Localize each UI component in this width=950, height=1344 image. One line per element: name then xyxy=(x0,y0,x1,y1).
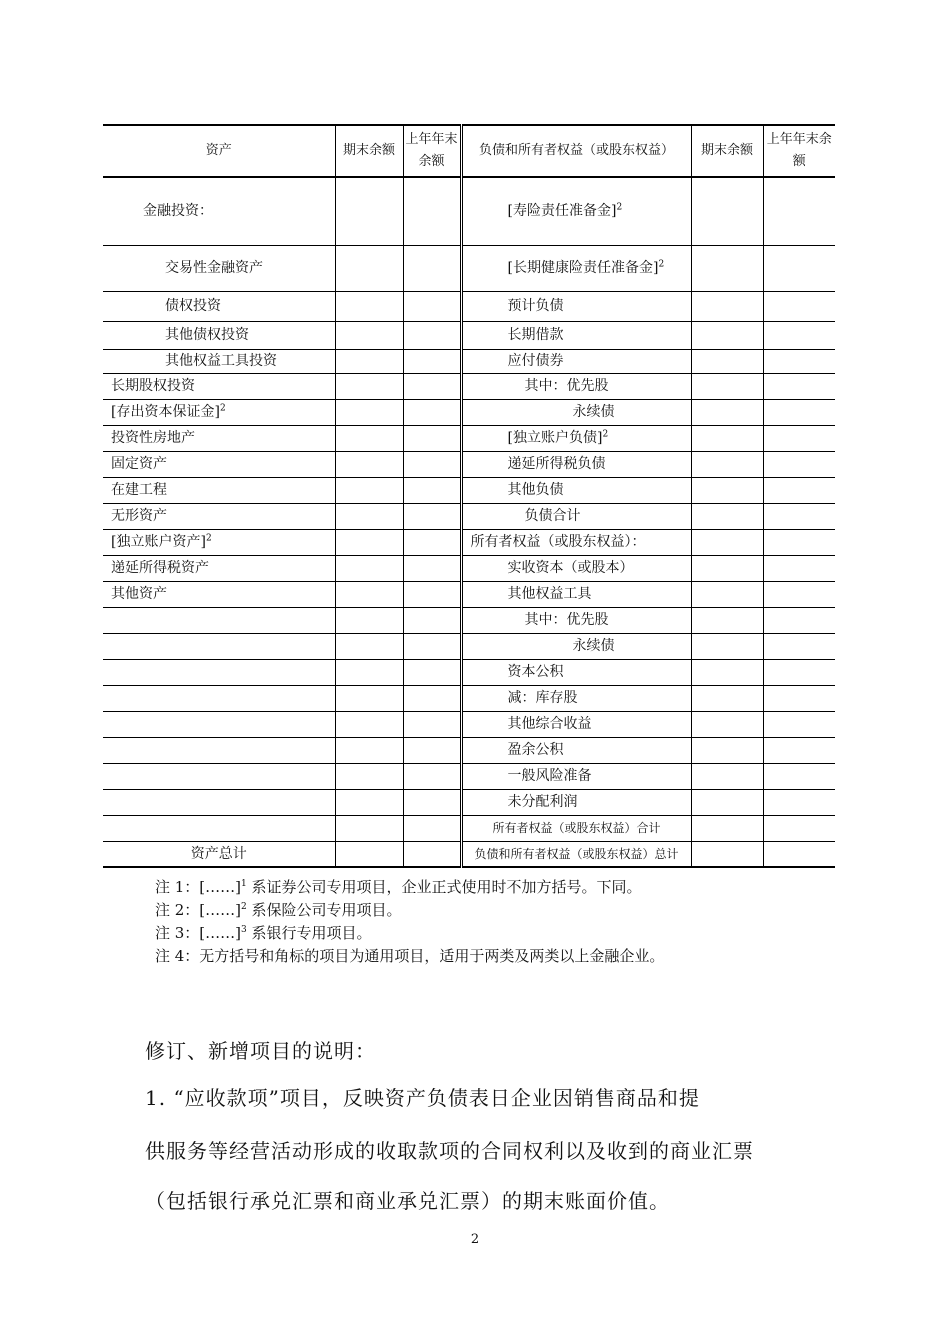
liability-end-balance-cell xyxy=(691,763,763,789)
note-label: 注 3：[……] xyxy=(155,924,242,942)
note-text: 系保险公司专用项目。 xyxy=(246,901,402,919)
asset-item xyxy=(103,815,335,841)
asset-end-balance-cell xyxy=(335,373,403,399)
asset-item-text: 金融投资： xyxy=(143,203,213,220)
liability-item-text: [长期健康险责任准备金] xyxy=(507,260,659,276)
asset-prev-balance-cell xyxy=(403,245,461,291)
liability-prev-balance-cell xyxy=(763,177,835,245)
liability-end-balance-cell xyxy=(691,245,763,291)
asset-item xyxy=(103,503,335,529)
liability-item xyxy=(461,841,691,867)
table-row xyxy=(103,763,835,789)
asset-end-balance-cell xyxy=(335,815,403,841)
asset-prev-balance-cell xyxy=(403,633,461,659)
liability-item-text: 所有者权益（或股东权益）合计 xyxy=(492,821,661,835)
asset-prev-balance-cell xyxy=(403,555,461,581)
asset-item-text: [独立账户资产] xyxy=(111,534,206,550)
liability-item-text: 减：库存股 xyxy=(507,690,578,706)
table-row xyxy=(103,425,835,451)
asset-item xyxy=(103,321,335,349)
asset-end-balance-cell xyxy=(335,425,403,451)
liability-end-balance-cell xyxy=(691,607,763,633)
liability-item xyxy=(461,555,691,581)
asset-end-balance-cell xyxy=(335,245,403,291)
note-line xyxy=(155,899,664,922)
liability-item xyxy=(461,503,691,529)
liability-item-text: 应付债券 xyxy=(507,353,564,369)
asset-prev-balance-cell xyxy=(403,815,461,841)
liability-prev-balance-cell xyxy=(763,245,835,291)
liability-item-text: 其中：优先股 xyxy=(524,378,609,394)
liability-item xyxy=(461,711,691,737)
liability-item xyxy=(461,177,691,245)
liability-end-balance-cell xyxy=(691,659,763,685)
asset-prev-balance-cell xyxy=(403,373,461,399)
section-title: 修订、新增项目的说明： xyxy=(145,1039,376,1063)
table-row xyxy=(103,373,835,399)
asset-item-text: [存出资本保证金] xyxy=(111,404,220,420)
asset-end-balance-cell xyxy=(335,711,403,737)
asset-prev-balance-cell xyxy=(403,789,461,815)
asset-item xyxy=(103,607,335,633)
liability-item xyxy=(461,815,691,841)
asset-prev-balance-cell xyxy=(403,503,461,529)
liability-item-text: 一般风险准备 xyxy=(507,768,592,784)
liability-prev-balance-cell xyxy=(763,789,835,815)
asset-end-balance-cell xyxy=(335,451,403,477)
asset-end-balance-cell xyxy=(335,659,403,685)
asset-prev-balance-cell xyxy=(403,291,461,321)
liability-end-balance-cell xyxy=(691,737,763,763)
footnote-marker: 2 xyxy=(602,429,609,440)
liability-item xyxy=(461,349,691,373)
liability-prev-balance-cell xyxy=(763,399,835,425)
asset-item xyxy=(103,633,335,659)
table-row xyxy=(103,685,835,711)
asset-prev-balance-cell xyxy=(403,425,461,451)
asset-item-text: 其他资产 xyxy=(111,586,167,602)
liability-prev-balance-cell xyxy=(763,477,835,503)
liability-item xyxy=(461,607,691,633)
liability-prev-balance-cell xyxy=(763,349,835,373)
liability-prev-balance-cell xyxy=(763,373,835,399)
liability-item-text: 递延所得税负债 xyxy=(507,456,606,472)
liability-item-text: 长期借款 xyxy=(507,327,564,343)
asset-end-balance-cell xyxy=(335,685,403,711)
liability-item-text: 预计负债 xyxy=(507,298,564,314)
liability-prev-balance-cell xyxy=(763,529,835,555)
table-row xyxy=(103,451,835,477)
asset-item-text: 交易性金融资产 xyxy=(165,260,263,276)
note-text: 系银行专用项目。 xyxy=(246,924,372,942)
note-label: 注 4：无方括号和角标的项目为通用项目，适用于两类及两类以上金融企业。 xyxy=(155,947,665,965)
liability-item xyxy=(461,245,691,291)
asset-prev-balance-cell xyxy=(403,841,461,867)
table-row xyxy=(103,841,835,867)
asset-item xyxy=(103,841,335,867)
liability-item-text: 负债合计 xyxy=(524,508,581,524)
table-header-row xyxy=(103,125,835,177)
table-row xyxy=(103,607,835,633)
liability-prev-balance-cell xyxy=(763,659,835,685)
asset-end-balance-cell xyxy=(335,529,403,555)
asset-item-text: 长期股权投资 xyxy=(111,378,195,394)
table-row xyxy=(103,529,835,555)
liability-prev-balance-cell xyxy=(763,841,835,867)
liability-prev-balance-cell xyxy=(763,425,835,451)
liability-item-text: 永续债 xyxy=(572,638,615,654)
table-row xyxy=(103,245,835,291)
asset-item-text: 其他权益工具投资 xyxy=(165,353,277,369)
asset-prev-balance-cell xyxy=(403,711,461,737)
asset-item xyxy=(103,425,335,451)
note-marker: 3 xyxy=(241,925,247,935)
asset-item xyxy=(103,373,335,399)
asset-item-text: 债权投资 xyxy=(165,298,221,314)
table-row xyxy=(103,555,835,581)
liability-end-balance-cell xyxy=(691,291,763,321)
table-row xyxy=(103,789,835,815)
liability-end-balance-cell xyxy=(691,711,763,737)
liability-end-balance-cell xyxy=(691,451,763,477)
liability-prev-balance-cell xyxy=(763,451,835,477)
paragraph-line-1: 1. “应收款项”项目，反映资产负债表日企业因销售商品和提 xyxy=(145,1086,700,1110)
asset-prev-balance-cell xyxy=(403,477,461,503)
paragraph-line-3: （包括银行承兑汇票和商业承兑汇票）的期末账面价值。 xyxy=(145,1189,670,1213)
liability-end-balance-cell xyxy=(691,581,763,607)
asset-end-balance-cell xyxy=(335,789,403,815)
note-label: 注 1：[……] xyxy=(155,878,242,896)
liability-item-text: 负债和所有者权益（或股东权益）总计 xyxy=(474,846,679,861)
liability-item xyxy=(461,659,691,685)
paragraph-line-2: 供服务等经营活动形成的收取款项的合同权利以及收到的商业汇票 xyxy=(145,1139,754,1163)
asset-item xyxy=(103,763,335,789)
asset-end-balance-cell xyxy=(335,607,403,633)
table-row xyxy=(103,321,835,349)
liability-prev-balance-cell xyxy=(763,737,835,763)
asset-end-balance-cell xyxy=(335,349,403,373)
table-row xyxy=(103,581,835,607)
liability-prev-balance-cell xyxy=(763,815,835,841)
liability-end-balance-cell xyxy=(691,685,763,711)
liability-item xyxy=(461,763,691,789)
liability-item-text: [寿险责任准备金] xyxy=(507,203,617,220)
footnote-marker: 2 xyxy=(658,259,665,270)
liability-prev-balance-cell xyxy=(763,321,835,349)
liability-item-text: 其他负债 xyxy=(507,482,564,498)
liability-end-balance-cell xyxy=(691,841,763,867)
liability-end-balance-cell xyxy=(691,529,763,555)
liability-item-text: [独立账户负债] xyxy=(507,430,603,446)
liability-item xyxy=(461,451,691,477)
table-row xyxy=(103,711,835,737)
liability-item xyxy=(461,581,691,607)
note-marker: 1 xyxy=(241,879,247,889)
liability-item-text: 其中：优先股 xyxy=(524,612,609,628)
liability-end-balance-cell xyxy=(691,349,763,373)
balance-sheet-table xyxy=(103,124,835,868)
footnote-marker: 2 xyxy=(616,202,623,213)
asset-item xyxy=(103,399,335,425)
asset-item xyxy=(103,477,335,503)
liability-prev-balance-cell xyxy=(763,555,835,581)
header-prev-balance: 上年年末余额 xyxy=(403,125,461,177)
table-row xyxy=(103,177,835,245)
note-line xyxy=(155,945,664,968)
asset-end-balance-cell xyxy=(335,177,403,245)
asset-prev-balance-cell xyxy=(403,737,461,763)
asset-end-balance-cell xyxy=(335,399,403,425)
note-marker: 2 xyxy=(241,902,247,912)
asset-item xyxy=(103,177,335,245)
liability-prev-balance-cell xyxy=(763,711,835,737)
asset-item-text: 资产总计 xyxy=(190,845,247,862)
liability-item xyxy=(461,737,691,763)
liability-end-balance-cell xyxy=(691,555,763,581)
liability-item xyxy=(461,399,691,425)
asset-item xyxy=(103,291,335,321)
table-notes xyxy=(155,876,664,968)
asset-end-balance-cell xyxy=(335,737,403,763)
asset-item-text: 投资性房地产 xyxy=(111,430,195,446)
liability-end-balance-cell xyxy=(691,177,763,245)
liability-end-balance-cell xyxy=(691,789,763,815)
asset-item xyxy=(103,581,335,607)
asset-prev-balance-cell xyxy=(403,659,461,685)
asset-item xyxy=(103,451,335,477)
table-row xyxy=(103,291,835,321)
asset-end-balance-cell xyxy=(335,763,403,789)
asset-end-balance-cell xyxy=(335,633,403,659)
liability-prev-balance-cell xyxy=(763,291,835,321)
liability-prev-balance-cell xyxy=(763,763,835,789)
liability-prev-balance-cell xyxy=(763,633,835,659)
footnote-marker: 2 xyxy=(205,533,212,544)
page-number: 2 xyxy=(470,1232,480,1247)
liability-end-balance-cell xyxy=(691,503,763,529)
liability-prev-balance-cell xyxy=(763,607,835,633)
header-end-balance-right: 期末余额 xyxy=(691,125,763,177)
liability-end-balance-cell xyxy=(691,633,763,659)
footnote-marker: 2 xyxy=(219,403,226,414)
liability-prev-balance-cell xyxy=(763,503,835,529)
asset-item xyxy=(103,711,335,737)
asset-end-balance-cell xyxy=(335,503,403,529)
liability-end-balance-cell xyxy=(691,815,763,841)
liability-item xyxy=(461,373,691,399)
asset-item xyxy=(103,737,335,763)
liability-item xyxy=(461,633,691,659)
table-row xyxy=(103,349,835,373)
asset-end-balance-cell xyxy=(335,555,403,581)
table-row xyxy=(103,503,835,529)
liability-prev-balance-cell xyxy=(763,685,835,711)
note-label: 注 2：[……] xyxy=(155,901,242,919)
header-end-balance: 期末余额 xyxy=(335,125,403,177)
asset-end-balance-cell xyxy=(335,477,403,503)
asset-item-text: 无形资产 xyxy=(111,508,167,524)
asset-item-text: 在建工程 xyxy=(111,482,167,498)
header-liabilities: 负债和所有者权益（或股东权益） xyxy=(461,125,691,177)
liability-end-balance-cell xyxy=(691,373,763,399)
table-row xyxy=(103,815,835,841)
asset-end-balance-cell xyxy=(335,321,403,349)
asset-prev-balance-cell xyxy=(403,581,461,607)
asset-item-text: 固定资产 xyxy=(111,456,167,472)
liability-item xyxy=(461,477,691,503)
asset-prev-balance-cell xyxy=(403,349,461,373)
liability-item-text: 资本公积 xyxy=(507,664,564,680)
liability-item-text: 实收资本（或股本） xyxy=(507,560,634,576)
asset-prev-balance-cell xyxy=(403,451,461,477)
table-row xyxy=(103,737,835,763)
table-row xyxy=(103,477,835,503)
note-text: 系证券公司专用项目，企业正式使用时不加方括号。下同。 xyxy=(246,878,642,896)
asset-item xyxy=(103,555,335,581)
asset-item xyxy=(103,659,335,685)
liability-item-text: 其他综合收益 xyxy=(507,716,592,732)
asset-end-balance-cell xyxy=(335,291,403,321)
table-row xyxy=(103,659,835,685)
asset-item xyxy=(103,789,335,815)
asset-item xyxy=(103,685,335,711)
asset-prev-balance-cell xyxy=(403,607,461,633)
asset-item xyxy=(103,245,335,291)
liability-item xyxy=(461,685,691,711)
asset-prev-balance-cell xyxy=(403,321,461,349)
asset-prev-balance-cell xyxy=(403,763,461,789)
liability-item xyxy=(461,321,691,349)
liability-end-balance-cell xyxy=(691,425,763,451)
liability-item-text: 其他权益工具 xyxy=(507,586,592,602)
liability-end-balance-cell xyxy=(691,477,763,503)
liability-item-text: 永续债 xyxy=(572,404,615,420)
note-line xyxy=(155,922,664,945)
table-body xyxy=(103,177,835,867)
asset-item-text: 递延所得税资产 xyxy=(111,560,209,576)
header-prev-balance-right: 上年年末余额 xyxy=(763,125,835,177)
asset-item xyxy=(103,349,335,373)
note-line xyxy=(155,876,664,899)
asset-prev-balance-cell xyxy=(403,529,461,555)
asset-prev-balance-cell xyxy=(403,399,461,425)
asset-item-text: 其他债权投资 xyxy=(165,327,249,343)
liability-item-text: 盈余公积 xyxy=(507,742,564,758)
liability-item xyxy=(461,529,691,555)
header-assets: 资产 xyxy=(103,125,335,177)
liability-prev-balance-cell xyxy=(763,581,835,607)
liability-item xyxy=(461,425,691,451)
asset-end-balance-cell xyxy=(335,841,403,867)
liability-item-text: 未分配利润 xyxy=(507,794,578,810)
table-row xyxy=(103,633,835,659)
asset-item xyxy=(103,529,335,555)
table-row xyxy=(103,399,835,425)
liability-end-balance-cell xyxy=(691,399,763,425)
asset-prev-balance-cell xyxy=(403,177,461,245)
asset-prev-balance-cell xyxy=(403,685,461,711)
liability-end-balance-cell xyxy=(691,321,763,349)
liability-item-text: 所有者权益（或股东权益）： xyxy=(470,534,646,550)
liability-item xyxy=(461,291,691,321)
asset-end-balance-cell xyxy=(335,581,403,607)
liability-item xyxy=(461,789,691,815)
